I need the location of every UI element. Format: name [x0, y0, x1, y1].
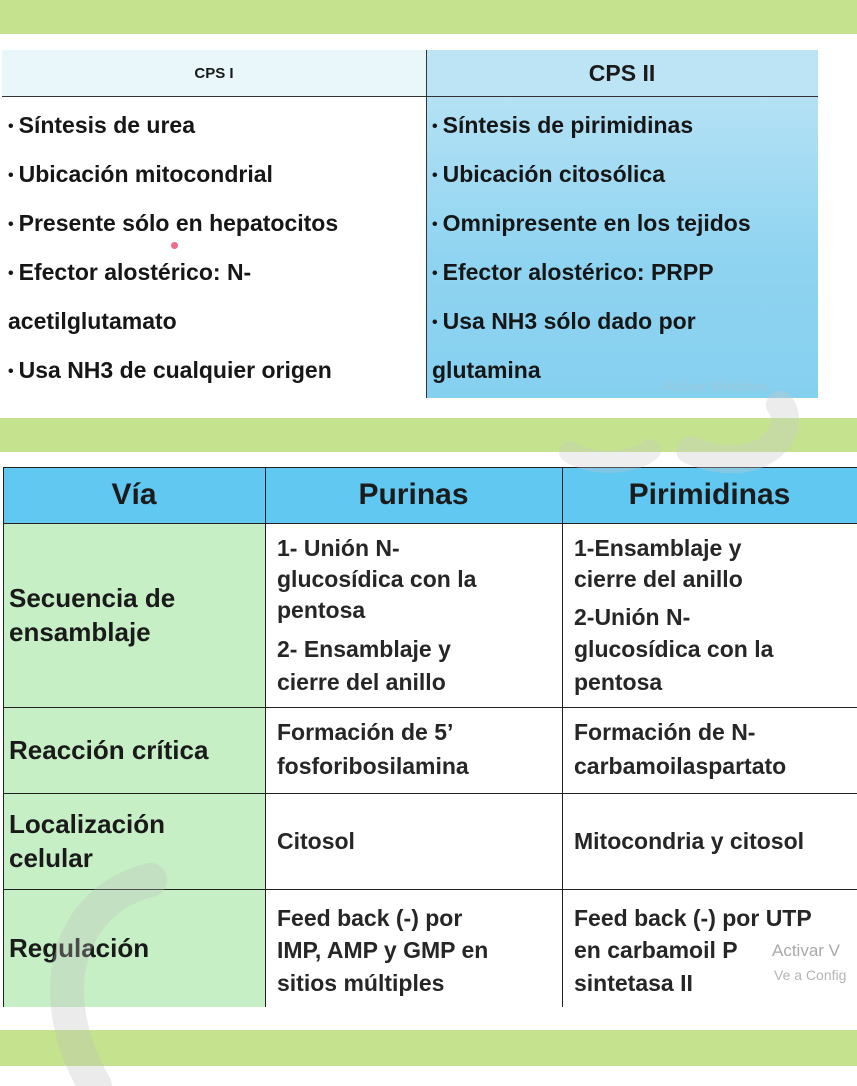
top-green-band — [0, 0, 857, 34]
cps-comparison-table — [2, 50, 818, 398]
cps-ii-header: CPS II — [426, 50, 818, 96]
via-comparison-table — [3, 467, 857, 1007]
row-label-localizacion: Localización celular — [3, 793, 265, 889]
cps-column-divider — [426, 50, 427, 398]
cursor-dot-icon — [171, 242, 178, 249]
cps-ii-line-3: • Omnipresente en los tejidos — [432, 210, 751, 236]
cps-ii-line-5: • Usa NH3 sólo dado por — [432, 308, 696, 334]
cell-pirimidinas-reaccion: Formación de N- carbamoilaspartato — [562, 707, 857, 793]
bottom-green-band — [0, 1030, 857, 1066]
row-label-regulacion: Regulación — [3, 889, 265, 1007]
cps-i-line-5: acetilglutamato — [8, 308, 177, 334]
middle-green-band — [0, 418, 857, 452]
cell-purinas-regulacion: Feed back (-) por IMP, AMP y GMP en sitios múltiples — [265, 889, 562, 1007]
grid-vline — [265, 467, 266, 1007]
cps-ii-line-4: • Efector alostérico: PRPP — [432, 259, 714, 285]
cell-pirimidinas-regulacion: Feed back (-) por UTP en carbamoil P sintetasa II Activar V Ve a Config — [562, 889, 857, 1007]
cps-i-column — [2, 50, 426, 398]
cell-pirimidinas-localizacion: Mitocondria y citosol — [562, 793, 857, 889]
cps-i-line-2: • Ubicación mitocondrial — [8, 161, 273, 187]
cell-pirimidinas-secuencia: 1-Ensamblaje y cierre del anillo 2-Unión N- glucosídica con la pentosa — [562, 523, 857, 707]
grid-hline — [3, 889, 857, 890]
grid-hline — [3, 523, 857, 524]
row-label-secuencia: Secuencia de ensamblaje — [3, 523, 265, 707]
cps-header-divider — [2, 96, 818, 97]
cps-ii-line-6: glutamina — [432, 357, 541, 383]
cell-purinas-reaccion: Formación de 5’ fosforibosilamina — [265, 707, 562, 793]
cps-i-line-4: • Efector alostérico: N- — [8, 259, 252, 285]
grid-hline — [3, 707, 857, 708]
activar-windows-watermark-2: Activar V — [772, 941, 841, 960]
cell-purinas-secuencia: 1- Unión N- glucosídica con la pentosa 2- Ensamblaje y cierre del anillo — [265, 523, 562, 707]
grid-vline — [3, 467, 4, 1007]
cps-i-line-1: • Síntesis de urea — [8, 112, 196, 138]
activar-windows-watermark: Activar Windows — [664, 378, 768, 394]
header-via: Vía — [3, 467, 265, 523]
cps-i-header: CPS I — [2, 50, 426, 96]
cps-i-line-6: • Usa NH3 de cualquier origen — [8, 357, 332, 383]
cps-i-line-3: • Presente sólo en hepatocitos — [8, 210, 339, 236]
grid-hline — [3, 467, 857, 468]
cps-ii-column — [426, 50, 818, 398]
cell-purinas-localizacion: Citosol — [265, 793, 562, 889]
grid-hline — [3, 793, 857, 794]
cps-ii-line-1: • Síntesis de pirimidinas — [432, 112, 694, 138]
header-purinas: Purinas — [265, 467, 562, 523]
header-pirimidinas: Pirimidinas — [562, 467, 857, 523]
config-watermark: Ve a Config — [774, 967, 847, 983]
row-label-reaccion: Reacción crítica — [3, 707, 265, 793]
cps-ii-line-2: • Ubicación citosólica — [432, 161, 666, 187]
grid-vline — [562, 467, 563, 1007]
